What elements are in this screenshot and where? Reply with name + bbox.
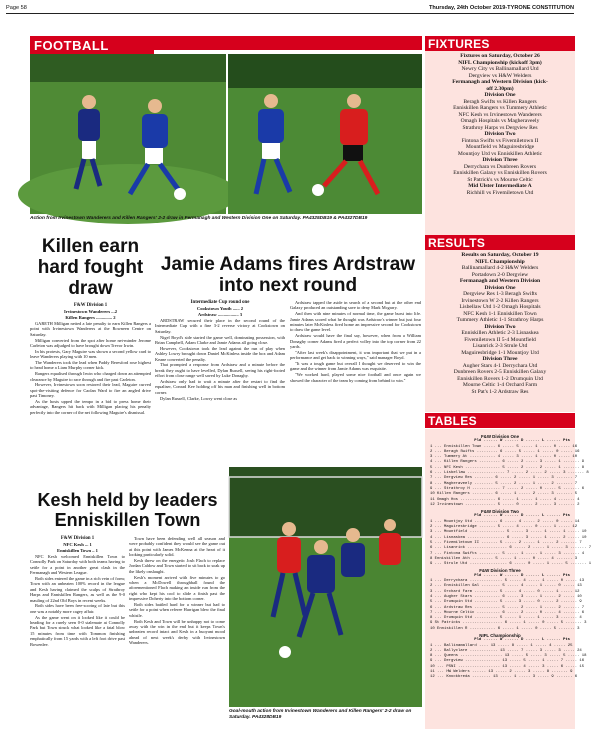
paragraph: "We worked hard, played some nice football and once again we showed the character of the team by coming from behind to win." <box>290 372 421 383</box>
fixtures-line: NFC Kesh vs Irvinestown Wanderers <box>458 111 542 118</box>
results-line: Mourne Celtic 1-4 Orchard Farm <box>462 382 538 388</box>
table-header-row: Pld ...... W ...... D ...... L ...... Pts <box>474 514 570 519</box>
fixtures-line: Omagh Hospitals vs Magheraveely <box>460 118 540 124</box>
paragraph: That prompted a response from Ardstraw and a minute before the break they ought to have levelled, Dylan Russell, seeing his right-footed effort from close range well saved by Luke Donaghy. <box>155 362 285 379</box>
table-row: 10 Enniskillen R ........... 6 ..... 1 ..... 0 ..... 5 ....... 3 <box>430 626 580 631</box>
table-row: 8 Enniskillen Ath ......... 5 ..... 1 ..... 0 ..... 4 ....... 3 <box>430 556 578 561</box>
fixtures-line: Division One <box>484 92 516 98</box>
paragraph: And then with nine minutes of normal time, the game burst into life. Jamie Adams scored what he thought was Ardstraw's winner but just four minutes later McKinless fired home an impressive second for Cookstown to draw the game level. <box>290 311 421 333</box>
results-line: Ballinamallard 4-2 H&W Welders <box>461 265 539 271</box>
results-line: Dunbreen Rovers 2-5 Enniskillen Galaxy <box>453 369 547 375</box>
results-line: Augher Stars 4-1 Derrychara Utd <box>462 362 538 369</box>
table-row: 7 ... Dergview Res ........ 6 ..... 2 ..... 1 ..... 3 ....... 7 <box>430 476 578 481</box>
paragraph: Town have been defending well all season and were probably confident they would see the game out at this point with James McKenna at the heart of it looking particularly solid. <box>129 536 225 558</box>
table-row: 10 ... PSNI .................. 13 ..... 4 ..... 3 ..... 6 ..... 15 <box>430 664 585 669</box>
results-line: Fermanagh and Western Division <box>459 278 541 284</box>
results-line: St Pat's 1-2 Ardstraw Res <box>471 388 529 395</box>
table-row: 6 ... Ardstraw Res ........... 5 ..... 2 ..... 1 ..... 2 ....... 7 <box>430 605 585 610</box>
table-row: 10 Killen Rangers ......... 6 ..... 1 ..... 2 ..... 3 ....... 5 <box>430 492 578 497</box>
article3-col2 <box>129 536 225 730</box>
table-row: 7 ... Mourne Celtic .......... 6 ..... 2 ..... 0 ..... 4 ....... 6 <box>430 610 585 615</box>
table-row: 6 ... Lisanrick ................. 6 ..... 2 ..... 1 ..... 3 ....... 7 <box>430 546 591 551</box>
table-row: 9 St Patricks ................. 6 ..... 1 ..... 0 ..... 5 ....... 3 <box>430 621 587 626</box>
table-row: 8 ... Magheraveely ........ 5 ..... 2 ..... 1 ..... 2 ....... 7 <box>430 481 578 486</box>
publication-date: Thursday, 24th October 2019-TYRONE CONSTITUTION <box>428 5 574 11</box>
fixtures-line: Enniskillen Galaxy vs Enniskillen Rovers <box>453 170 547 176</box>
paragraph: In his protests, Gary Maguire was shown a second yellow card to leave Wanderers playing with 10 men. <box>30 348 151 360</box>
table-row: 3 ... Orchard Farm .......... 5 ..... 4 ..... 0 ..... 1 ..... 12 <box>430 589 580 594</box>
table-row: 8 ... Drumquin Utd .......... 5 ..... 1 ..... 1 ..... 3 ....... 4 <box>430 616 582 621</box>
paragraph: Both sides have been free-scoring of late but this one was a notably more cagey affair. <box>30 603 125 614</box>
fixtures-line: Division Three <box>482 157 518 163</box>
table-row: 3 ... Tummery At ........... 4 ..... 3 ..... 1 ..... 0 ..... 10 <box>430 455 578 460</box>
paragraph: ARDSTRAW secured their place in the second round of the Intermediate Cup with a fine 3-2 reverse victory at Cookstown on Saturday. <box>155 317 285 334</box>
article2-division: Intermediate Cup round one <box>190 300 250 305</box>
football-challenge-photo <box>228 54 422 214</box>
table-row: 11 ... HW Welders ...... 13 ..... 2 ..... 3 ..... 8 ....... 9 <box>430 670 573 675</box>
table-row: 12 Irvinestown ............. 5 ..... 0 ..... 2 ..... 3 ....... 2 <box>430 502 580 507</box>
paragraph: Milligan converted from the spot after home net-minder Jerome Carleton was adjudged to have brought down Trevor Irwin. <box>30 337 151 348</box>
page-header <box>6 4 574 13</box>
article2-col2 <box>290 300 421 460</box>
table-row: 2 ... Beragh Swifts ......... 6 ..... 5 ..... 1 ..... 0 ..... 16 <box>430 449 580 454</box>
results-line: Division Two <box>484 323 516 330</box>
results-line: Fivemiletown II 5-4 Mountfield <box>464 336 536 343</box>
table-row: 9 ... Dergview ............... 13 ..... 5 ..... 1 ..... 7 ..... 16 <box>430 659 585 664</box>
table-row: 4 ... Lisnaskea ................ 6 ..... 3 ..... 1 ..... 2 ..... 10 <box>430 535 587 540</box>
paragraph: Kesh's moment arrived with five minutes to go when a McDowell throughball found the aforementioned Flach making an inside run from the right who kept his cool to slide a finish past the impressive Doherty into the bottom corner. <box>129 574 225 602</box>
article2-score-away: Ardstraw .................. 3 <box>197 311 243 317</box>
fixtures-line: Mid Ulster Intermediate A <box>468 183 532 189</box>
results-line: Division Three <box>482 356 518 362</box>
article3-division: F&W Division 1 <box>60 536 95 541</box>
football-players-photo <box>30 54 226 214</box>
paragraph: Nigel Boyd's side started the game well, dominating possession, with Brian Campbell, Adam Clarke and Jamie Adams all going close. <box>155 334 285 345</box>
table-header-row: Pld ...... W ...... D ...... L ...... Pts <box>474 573 570 578</box>
paragraph: However, Cookstown took the lead against the run of play when Ashley Lowry brought down Daniel McKinless inside the box and Adam Keane converted the penalty. <box>155 345 285 362</box>
article2-col1 <box>155 300 285 460</box>
table-row: 1 ... Ballinamallard .... 13 ..... 8 ..... 1 ..... 4 ..... 25 <box>430 643 573 648</box>
table-row: 7 ... Fintona Swifts ......... 5 ..... 1 ..... 1 ..... 3 ....... 4 <box>430 551 585 556</box>
table-row: 9 ... Strathroy H ............ 7 ..... 2 ..... 0 ..... 5 ....... 6 <box>430 486 585 491</box>
fixtures-line: Fixtures on Saturday, October 26 <box>460 53 540 59</box>
results-list <box>425 250 575 412</box>
results-line: NFC Kesh 1-1 Enniskillen Town <box>463 310 537 317</box>
table-row: 5 ... NFC Kesh ............... 5 ..... 2 ..... 2 ..... 1 ....... 8 <box>430 465 585 470</box>
table-header-row: Pld ...... W ...... D ...... L ...... Pts <box>474 439 570 444</box>
article3-col1 <box>30 536 125 730</box>
paragraph: Ardstraw would have the final say, however, when from a William Donaghy corner Adams fired a perfect volley into the top corner from 22 yards. <box>290 333 421 350</box>
table-row: 1 ... Mountjoy Utd .......... 6 ..... 4 ..... 2 ..... 0 ..... 14 <box>430 519 580 524</box>
table-title: F&W Division Two <box>481 509 519 515</box>
paragraph: NFC Kesh welcomed Enniskillen Town to Connolly Park on Saturday with both teams having to settle for a point in another great clash in the Fermanagh and Western League. <box>30 553 125 576</box>
paragraph: GARETH Milligan netted a late penalty to earn Killen Rangers a point with Irvinestown Wanderers at the Rowneen Centre on Saturday. <box>30 320 151 337</box>
results-line: Enniskillen Rovers 1-2 Drumquin Utd <box>457 375 543 382</box>
fixtures-line: Richhill vs Fivemiletown Utd <box>466 189 534 196</box>
paragraph: "It was a tough game but overall I thought we deserved to win the game and the winner from Jamie Adams was exquisite. <box>290 361 421 372</box>
paragraph: Kesh threw on the energetic Josh Flach to replace Jordan Caldow and Town started to sit back to soak up the likely onslaught. <box>129 558 225 574</box>
table-row: 2 ... Enniskillen Gal ........ 5 ..... 4 ..... 1 ..... 0 ..... 13 <box>430 584 582 589</box>
results-line: Irvinestown W 2-2 Killen Rangers <box>461 297 539 304</box>
fixtures-line: Fermanagh and Western Division (kick- <box>452 79 548 85</box>
table-row: 8 ... Queens .................. 13 ..... 5 ..... 3 ..... 5 ..... 18 <box>430 654 587 659</box>
table-row: 5 ... Drumquin Utd .......... 5 ..... 3 ..... 0 ..... 2 ....... 9 <box>430 600 582 605</box>
table-row: 6 ... Lisbellaw ................ 7 ..... 2 ..... 2 ..... 3 ....... 8 <box>430 471 589 476</box>
results-line: Lisanrick 2-3 Strule Utd <box>472 343 528 349</box>
fixtures-line: Fintona Swifts vs Fivemiletown II <box>461 137 539 144</box>
results-line: Results on Saturday, October 19 <box>461 252 539 258</box>
fixtures-line: Beragh Swifts vs Killen Rangers <box>463 98 537 105</box>
paragraph: Ardstraw only had to wait a minute after the restart to find the equaliser, Conrad Kee holding off his man and finishing well in bottom corner. <box>155 378 285 395</box>
paragraph: Both sides entered the game in a rich vein of form; Town with an unbeaten 100% record in the league and Kesh having claimed the scalps of Strathroy Harps and Enniskillen Rangers, as well as the 9-0 mauling of 22nd Old Boys in recent weeks. <box>30 575 125 603</box>
table-title: NIFL Championship <box>479 632 521 638</box>
results-line: Dergview Res 1-3 Beragh Swifts <box>463 291 537 297</box>
results-line: Tummery Athletic 1-1 Strathroy Harps <box>456 317 544 323</box>
fixtures-line: Strathroy Harps vs Dergview Res <box>462 124 538 131</box>
fixtures-line: Division Two <box>484 131 516 137</box>
paragraph: The Wanderers took the lead when Paddy Beresford rose highest to head home a Liam Murphy corner kick. <box>30 359 151 371</box>
fixtures-line: Mountfield vs Maguiresbridge <box>465 144 535 150</box>
paragraph: However, Irvinestown soon restored their lead, Maguire curved spot-the-visiting defence for Caolan Ward to fire an angled drive past Timoney. <box>30 382 151 399</box>
top-photo-left <box>30 54 226 214</box>
table-title: F&W Division One <box>480 434 520 439</box>
paragraph: Both sides battled hard for a winner but had to settle for a point when referee Harrigan blew the final whistle. <box>129 602 225 618</box>
paragraph: Dylan Russell, Clarke, Lowry went close as <box>160 395 238 401</box>
table-row: 9 ... Strule Utd ................ 6 ..... 0 ..... 1 ..... 5 ....... 1 <box>430 562 591 567</box>
page-number: Page 58 <box>6 5 27 11</box>
fixtures-line: Dergview vs H&W Welders <box>468 72 532 79</box>
table-row: 1 ... Enniskillen Town ..... 6 ..... 5 ..... 1 ..... 0 ..... 16 <box>430 444 578 449</box>
paragraph: Both Kesh and Town will be unhappy not to come away with the win in the end but it keeps Town's unbeaten record intact and Kesh in a buoyant mood ahead of next week's derby with Irvinestown Wanderers. <box>129 618 225 646</box>
results-line: Lisbellaw Utd 1-2 Omagh Hospitals <box>459 304 541 310</box>
paragraph: As the game went on it looked like it could be heading for a rarely seen 0-0 stalemate at Connolly Park but Town struck what looked like a fatal blow 15 minutes from time with Tommon finishing emphatically from 15 yards with a left foot drive past Bowenlee. <box>30 614 125 647</box>
article1-score-home: Irvinestown Wanderers ...2 <box>63 308 118 314</box>
table-header-row: Pld ...... W ...... D ...... L ...... Pts <box>474 638 570 643</box>
table-row: 3 ... Mountfield ............... 5 ..... 3 ..... 1 ..... 1 ..... 10 <box>430 530 587 535</box>
article3-score-home: NFC Kesh ... 1 <box>63 541 92 547</box>
article1-body <box>30 303 151 473</box>
paragraph: Ardstraw tapped the aside in search of a second but at the other end Galaxy produced an outstanding save to deny Mark Mcgarry. <box>290 300 421 311</box>
table-row: 2 ... Ballyclare ............ 13 ..... 7 ..... 3 ..... 3 ..... 24 <box>430 648 582 653</box>
results-line: Division One <box>484 284 516 291</box>
fixtures-line: St Patrick's vs Mourne Celtic <box>467 176 533 183</box>
fixtures-line: Mountjoy Utd vs Enniskillen Athletic <box>457 150 543 157</box>
fixtures-line: Enniskillen Rangers vs Tummery Athletic <box>453 105 547 111</box>
article1-headline: Killen earn hard fought draw <box>37 236 144 299</box>
paragraph: As the hosts upped the tempo in a bid to press home their advantage, Rangers hit back with Milligan placing his penalty perfectly into the corner of the net following Maguire's dismissal. <box>30 398 151 415</box>
results-line: NIFL Championship <box>475 258 525 265</box>
fixtures-line: Newry City vs Ballinamallard Utd <box>461 66 539 72</box>
table-row: 12 ... Knockbreda ........ 13 ..... 1 ..... 3 ..... 9 ....... 6 <box>430 675 578 680</box>
fixtures-line: off 2.30pm) <box>486 85 514 92</box>
league-tables <box>425 429 591 729</box>
article1-score-away: Killen Rangers .............. 2 <box>65 314 116 320</box>
top-photo-caption: Action from Irvinestown Wanderers and Killen Rangers' 2-2 draw in Fermanagh and Western Division One on Saturday. PA4325DB19 & PA4327DB19 <box>30 216 368 221</box>
table-row: 2 ... Maguiresbridge ....... 5 ..... 4 ..... 0 ..... 1 ..... 12 <box>430 525 578 530</box>
article3-score-away: Enniskillen Town .. 1 <box>57 547 98 553</box>
paragraph: Rangers equalised through Irwin who charged down an attempted clearance by Maguire to race through and fire past Carleton. <box>30 371 151 382</box>
bottom-photo-caption: Goal-mouth action from Irvinestown Wanderers and Killen Rangers' 2-2 draw on Saturday. PA4328DB19 <box>229 709 412 720</box>
fixtures-line: NIFL Championship (kickoff 3pm) <box>458 59 542 66</box>
goalmouth-action-photo <box>229 467 422 707</box>
fixtures-heading: FIXTURES <box>425 36 575 51</box>
bottom-photo <box>229 467 422 707</box>
table-row: 11 Omagh Hos ............... 6 ..... 1 ..... 1 ..... 4 ....... 4 <box>430 497 580 502</box>
article1-division: F&W Division 1 <box>73 303 108 308</box>
section-title: FOOTBALL <box>30 36 154 54</box>
header-rule <box>6 13 574 14</box>
fixtures-list <box>425 51 575 235</box>
table-row: 5 ... Fivemiletown II ....... 5 ..... 2 ..... 1 ..... 2 ....... 7 <box>430 540 582 545</box>
tables-heading: TABLES <box>425 413 575 428</box>
table-row: 4 ... Killen Rangers ......... 6 ..... 2 ..... 3 ..... 1 ....... 9 <box>430 460 585 465</box>
results-heading: RESULTS <box>425 235 575 250</box>
article2-headline: Jamie Adams fires Ardstraw into next round <box>160 254 416 296</box>
results-line: Maguiresbridge 1-1 Mountjoy Utd <box>461 349 539 356</box>
fixtures-line: Derrychara vs Dunbreen Rovers <box>463 163 537 170</box>
table-title: F&W Division Three <box>479 568 521 574</box>
results-line: Portadown 2-0 Dergview <box>471 271 529 278</box>
top-photo-right <box>228 54 422 214</box>
table-row: 4 ... Augher Stars ........... 6 ..... 3 ..... 1 ..... 2 ..... 10 <box>430 594 582 599</box>
article3-headline: Kesh held by leaders Enniskillen Town <box>37 490 218 530</box>
paragraph: "After last week's disappointment, it was important that we put in a performance and get back to winning ways," said manager Boyd. <box>290 349 421 361</box>
results-line: Enniskillen Athletic 2-3 Lisnaskea <box>461 330 539 336</box>
table-row: 1 ... Derrychara .............. 5 ..... 4 ..... 1 ..... 0 ..... 13 <box>430 579 585 584</box>
article2-score-home: Cookstown Youth ...... 2 <box>196 305 244 311</box>
